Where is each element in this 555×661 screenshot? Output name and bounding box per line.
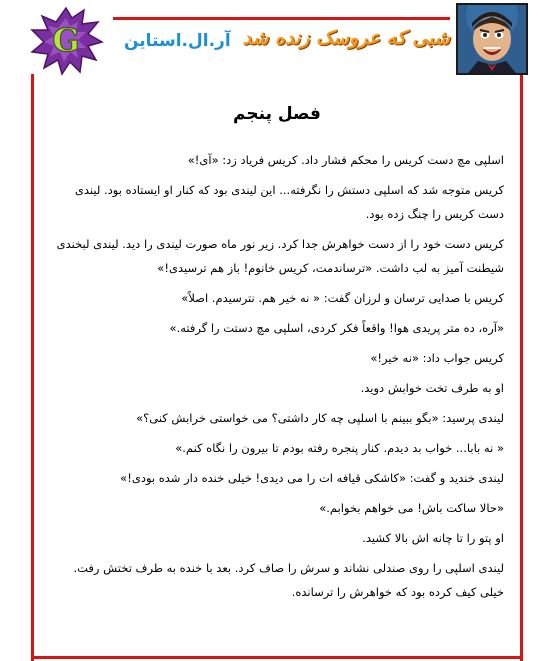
paragraph: کریس جواب داد: «نه خیر!» (370, 351, 504, 365)
paragraph: او به طرف تخت خوابش دوید. (360, 381, 504, 395)
splat-logo-icon (28, 2, 104, 78)
paragraph: اسلپی مچ دست کریس را محکم فشار داد. کریس فریاد زد: «آی!» (187, 153, 504, 167)
paragraph: لیندی خندید و گفت: «کاشکی قیافه ات را می دیدی! خیلی خنده دار شده بودی!» (120, 471, 504, 485)
author-name: آر.ال.استاین (124, 31, 231, 51)
paragraph: کریس با صدایی ترسان و لرزان گفت: « نه خیر هم. نترسیدم. اصلاً» (181, 291, 504, 305)
dummy-face-icon (458, 5, 526, 73)
logo-letter: G (52, 21, 80, 59)
bottom-red-line (31, 656, 523, 659)
chapter-title: فصل پنجم (233, 104, 321, 124)
dummy-portrait (456, 3, 528, 75)
paragraph: کریس متوجه شد که اسلپی دستش را نگرفته... این لیندی بود که کنار او ایستاده بود. لیندی دست کریس را چنگ زده بود. (74, 183, 504, 221)
paragraph: «حالا ساکت باش! می خواهم بخوابم.» (319, 501, 504, 515)
story-text (48, 148, 504, 610)
paragraph: «آره، ده متر پریدی هوا! واقعاً فکر کردی، اسلپی مچ دستت را گرفته.» (169, 321, 504, 335)
paragraph: لیندی اسلپی را روی صندلی نشاند و سرش را صاف کرد. بعد با خنده به طرف تختش رفت. خیلی کیف کرده بود که خواهرش را ترسانده. (73, 561, 504, 599)
paragraph: « نه بابا... خواب بد دیدم. کنار پنجره رفته بودم تا بیرون را نگاه کنم.» (175, 441, 504, 455)
left-red-line (31, 74, 34, 661)
paragraph: او پتو را تا چانه اش بالا کشید. (362, 531, 504, 545)
top-red-line (113, 17, 450, 20)
right-red-line (520, 74, 523, 661)
paragraph: کریس دست خود را از دست خواهرش جدا کرد. زیر نور ماه صورت لیندی را دید. لیندی لبخندی شیطنت آمیز به لب داشت. «ترساندمت، کریس خانوم! باز هم ترسیدی!» (56, 237, 504, 275)
paragraph: لیندی پرسید: «بگو ببینم با اسلپی چه کار داشتی؟ می خواستی خرابش کنی؟» (136, 411, 504, 425)
book-title: شبی که عروسک زنده شد (242, 27, 450, 49)
